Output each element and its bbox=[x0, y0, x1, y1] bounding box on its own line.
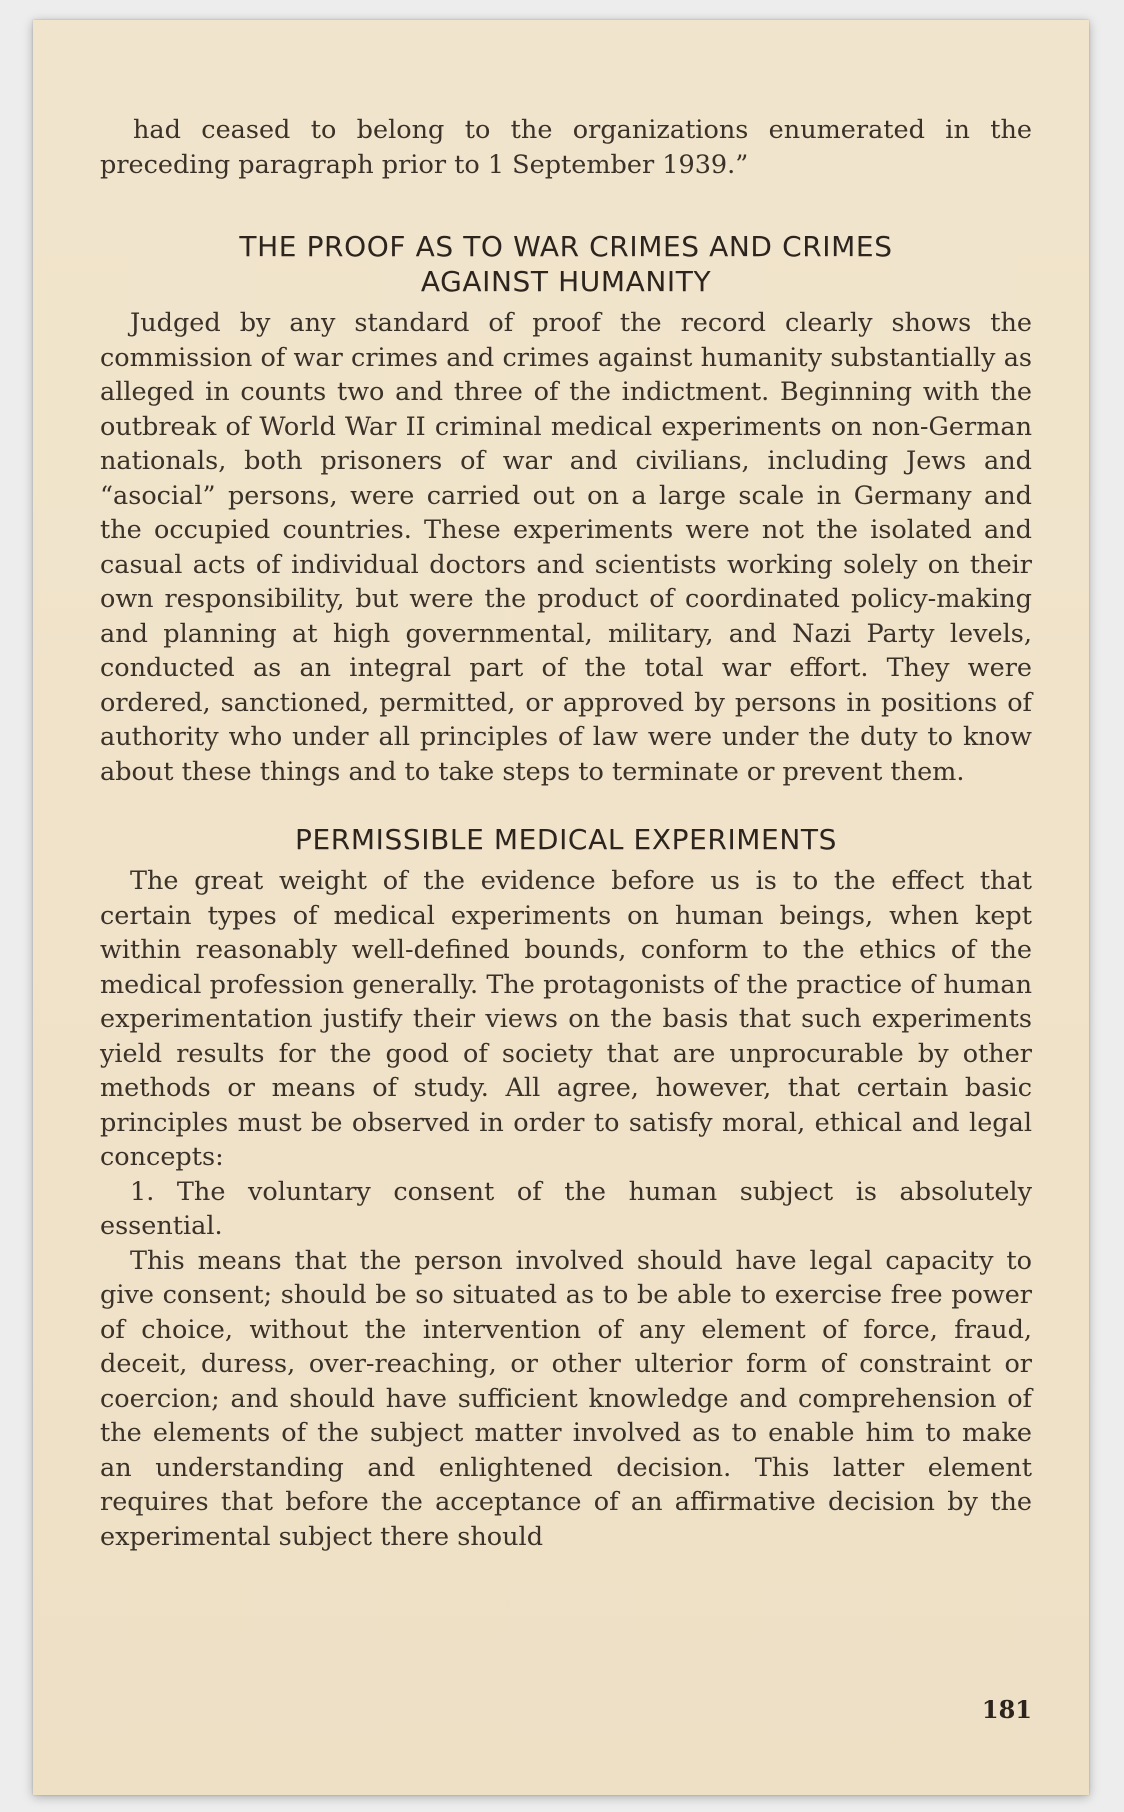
page-number: 181 bbox=[981, 1695, 1032, 1724]
book-page bbox=[33, 20, 1089, 1795]
permissible-paragraph-2: This means that the person involved should have legal capacity to give consent; should be so situated as to be able to exercise free power of choice, without the intervention of any element of force, fraud, deceit, duress, over-reaching, or other ulterior form of constraint or coercion; and should have sufficient knowledge and comprehension of the elements of the subject matter involved as to enable him to make an understanding and enlightened decision. This latter element requires that before the acceptance of an affirmative decision by the experimental subject there should bbox=[100, 1245, 1032, 1552]
section-heading-proof-line-1: THE PROOF AS TO WAR CRIMES AND CRIMES bbox=[239, 230, 893, 263]
principle-1: 1. The voluntary consent of the human subject is absolutely essential. bbox=[100, 1176, 1032, 1241]
section-heading-permissible: PERMISSIBLE MEDICAL EXPERIMENTS bbox=[295, 823, 837, 856]
permissible-paragraph-1: The great weight of the evidence before us is to the effect that certain types of medical experiments on human beings, when kept within reasonably well-defined bounds, conform to the ethics of the medical profession generally. The protagonists of the practice of human experimentation justify their views on the basis that such experiments yield results for the good of society that are unprocurable by other methods or means of study. All agree, however, that certain basic principles must be observed in order to satisfy moral, ethical and legal concepts: bbox=[100, 866, 1032, 1172]
proof-paragraph: Judged by any standard of proof the record clearly shows the commission of war crimes and crimes against humanity substantially as alleged in counts two and three of the indictment. Beginning with the outbreak of World War II criminal medical experiments on non-German nationals, both prisoners of war and civilians, including Jews and “asocial” persons, were carried out on a large scale in Germany and the occupied countries. These experiments were not the isolated and casual acts of individual doctors and scientists working solely on their own responsibility, but were the product of coordinated policy-making and planning at high governmental, military, and Nazi Party levels, conducted as an integral part of the total war effort. They were ordered, sanctioned, permitted, or approved by persons in positions of authority who under all principles of law were under the duty to know about these things and to take steps to terminate or prevent them. bbox=[100, 308, 1032, 787]
section-heading-proof bbox=[100, 229, 1032, 299]
page-content bbox=[100, 113, 1032, 1554]
section-heading-proof-line-2: AGAINST HUMANITY bbox=[420, 265, 712, 298]
opening-paragraph: had ceased to belong to the organizations enumerated in the preceding paragraph prior to 1 September 1939.” bbox=[100, 115, 1032, 180]
